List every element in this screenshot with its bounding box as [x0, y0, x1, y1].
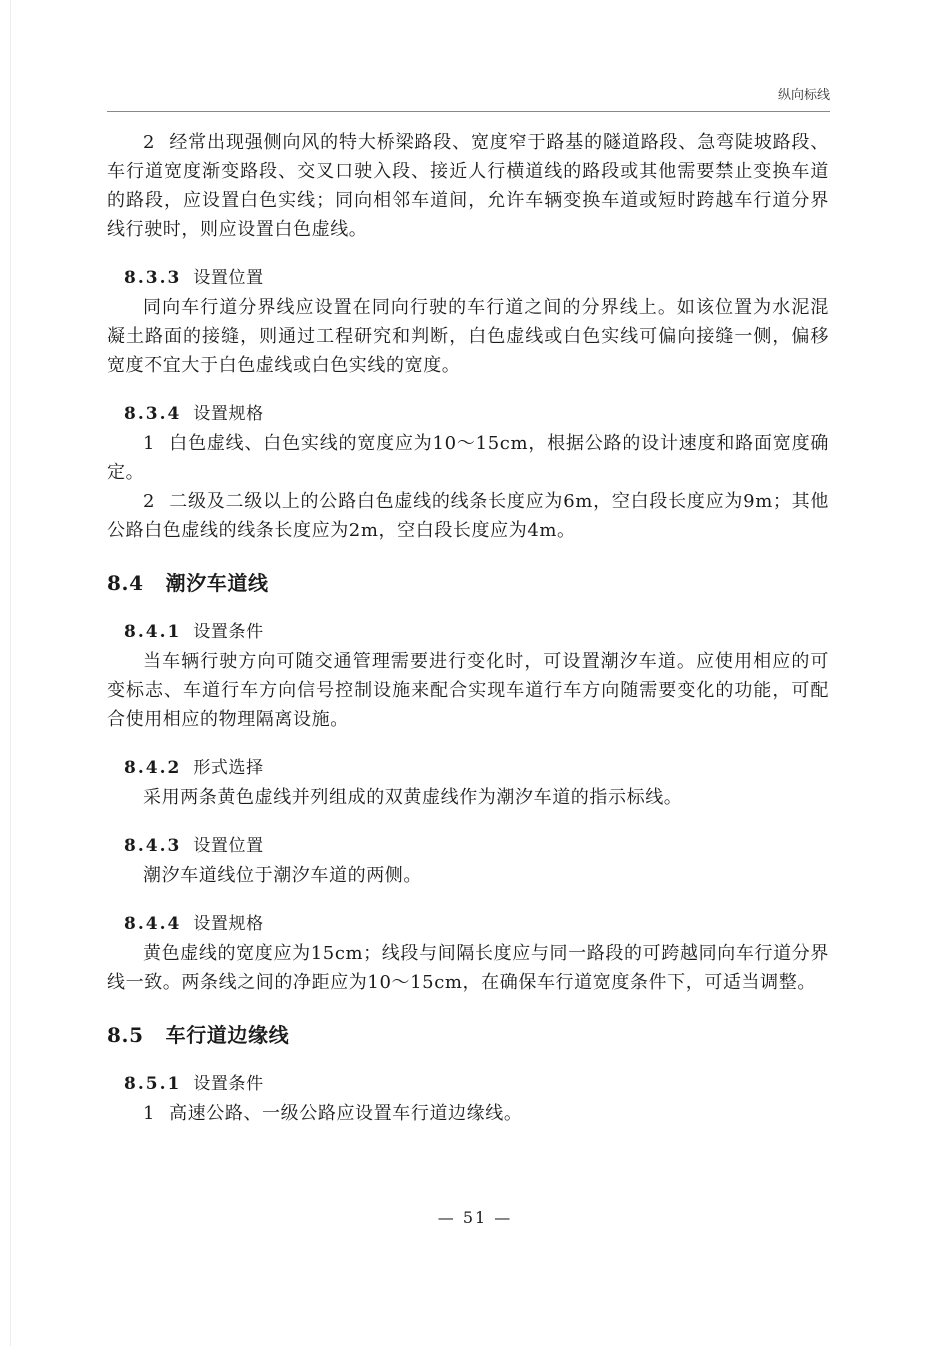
clause-title: 设置条件	[193, 1074, 264, 1094]
clause-title: 设置条件	[193, 622, 264, 642]
paragraph	[107, 939, 829, 997]
clause-number: 8.4.1	[124, 622, 182, 642]
section-number: 8.4	[107, 571, 144, 595]
body-text	[107, 128, 829, 1128]
clause-heading	[124, 618, 829, 647]
paragraph-text: 高速公路、一级公路应设置车行道边缘线。	[169, 1103, 523, 1124]
paragraph-text: 采用两条黄色虚线并列组成的双黄虚线作为潮汐车道的指示标线。	[143, 787, 683, 808]
paragraph	[107, 487, 829, 545]
scan-edge-line	[10, 0, 11, 1346]
paragraph-text: 白色虚线、白色实线的宽度应为10～15cm，根据公路的设计速度和路面宽度确定。	[107, 433, 829, 483]
section-number: 8.5	[107, 1023, 144, 1047]
section-heading	[107, 1021, 829, 1050]
item-number: 1	[143, 433, 156, 454]
item-number: 1	[143, 1103, 156, 1124]
clause-heading	[124, 400, 829, 429]
clause-title: 形式选择	[193, 758, 264, 778]
section-title: 车行道边缘线	[165, 1023, 290, 1047]
section-heading	[107, 569, 829, 598]
clause-heading	[124, 754, 829, 783]
paragraph-text: 经常出现强侧向风的特大桥梁路段、宽度窄于路基的隧道路段、急弯陡坡路段、车行道宽度渐变路段、交叉口驶入段、接近人行横道线的路段或其他需要禁止变换车道的路段，应设置白色实线；同向相邻车道间，允许车辆变换车道或短时跨越车行道分界线行驶时，则应设置白色虚线。	[107, 132, 829, 240]
clause-number: 8.4.2	[124, 758, 182, 778]
clause-number: 8.4.3	[124, 836, 182, 856]
paragraph-text: 黄色虚线的宽度应为15cm；线段与间隔长度应与同一路段的可跨越同向车行道分界线一致。两条线之间的净距应为10～15cm，在确保车行道宽度条件下，可适当调整。	[107, 943, 829, 993]
page-number: — 51 —	[437, 1208, 513, 1227]
item-number: 2	[143, 132, 156, 153]
clause-heading	[124, 910, 829, 939]
header-rule	[107, 111, 830, 112]
clause-title: 设置位置	[193, 836, 264, 856]
clause-title: 设置规格	[193, 404, 264, 424]
section-title: 潮汐车道线	[165, 571, 269, 595]
paragraph	[107, 128, 829, 244]
clause-title: 设置规格	[193, 914, 264, 934]
clause-number: 8.3.4	[124, 404, 182, 424]
clause-heading	[124, 264, 829, 293]
paragraph-text: 二级及二级以上的公路白色虚线的线条长度应为6m，空白段长度应为9m；其他公路白色虚线的线条长度应为2m，空白段长度应为4m。	[107, 491, 829, 541]
paragraph	[107, 647, 829, 734]
clause-number: 8.5.1	[124, 1074, 182, 1094]
clause-number: 8.4.4	[124, 914, 182, 934]
running-header: 纵向标线	[777, 88, 830, 103]
paragraph	[107, 429, 829, 487]
clause-number: 8.3.3	[124, 268, 182, 288]
paragraph-text: 潮汐车道线位于潮汐车道的两侧。	[143, 865, 422, 886]
paragraph	[107, 293, 829, 380]
clause-title: 设置位置	[193, 268, 264, 288]
item-number: 2	[143, 491, 156, 512]
clause-heading	[124, 832, 829, 861]
paragraph-text: 同向车行道分界线应设置在同向行驶的车行道之间的分界线上。如该位置为水泥混凝土路面的接缝，则通过工程研究和判断，白色虚线或白色实线可偏向接缝一侧，偏移宽度不宜大于白色虚线或白色实线的宽度。	[107, 297, 829, 376]
paragraph-text: 当车辆行驶方向可随交通管理需要进行变化时，可设置潮汐车道。应使用相应的可变标志、车道行车方向信号控制设施来配合实现车道行车方向随需要变化的功能，可配合使用相应的物理隔离设施。	[107, 651, 829, 730]
clause-heading	[124, 1070, 829, 1099]
paragraph	[107, 1099, 829, 1128]
paragraph	[107, 783, 829, 812]
paragraph	[107, 861, 829, 890]
